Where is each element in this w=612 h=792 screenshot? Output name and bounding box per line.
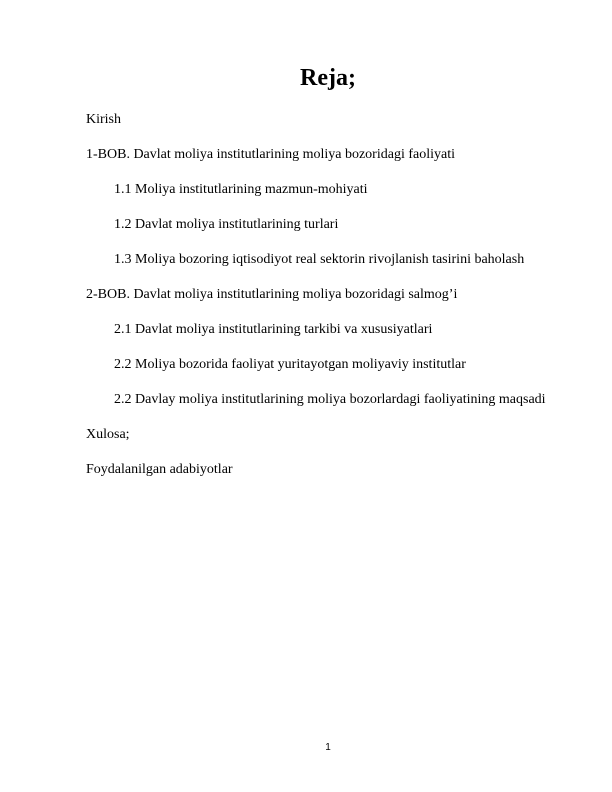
- table-of-contents: [86, 112, 586, 497]
- toc-item-section-2-1: 2.1 Davlat moliya institutlarining tarkibi va xususiyatlari: [114, 322, 433, 337]
- page-number: 1: [325, 742, 331, 753]
- toc-item-chapter-2: 2-BOB. Davlat moliya institutlarining moliya bozoridagi salmog’i: [86, 287, 458, 302]
- toc-item-section-2-2: 2.2 Moliya bozorida faoliyat yuritayotgan moliyaviy institutlar: [114, 357, 466, 372]
- toc-item-section-1-2: 1.2 Davlat moliya institutlarining turlari: [114, 217, 339, 232]
- page-title: Reja;: [300, 65, 356, 91]
- toc-item-references: Foydalanilgan adabiyotlar: [86, 462, 233, 477]
- toc-item-conclusion: Xulosa;: [86, 427, 130, 442]
- toc-item-section-1-1: 1.1 Moliya institutlarining mazmun-mohiyati: [114, 182, 368, 197]
- toc-item-chapter-1: 1-BOB. Davlat moliya institutlarining moliya bozoridagi faoliyati: [86, 147, 455, 162]
- toc-item-section-2-2-second: 2.2 Davlay moliya institutlarining moliya bozorlardagi faoliyatining maqsadi: [114, 392, 546, 407]
- toc-item-introduction: Kirish: [86, 112, 121, 127]
- toc-item-section-1-3: 1.3 Moliya bozoring iqtisodiyot real sektorin rivojlanish tasirini baholash: [114, 252, 525, 267]
